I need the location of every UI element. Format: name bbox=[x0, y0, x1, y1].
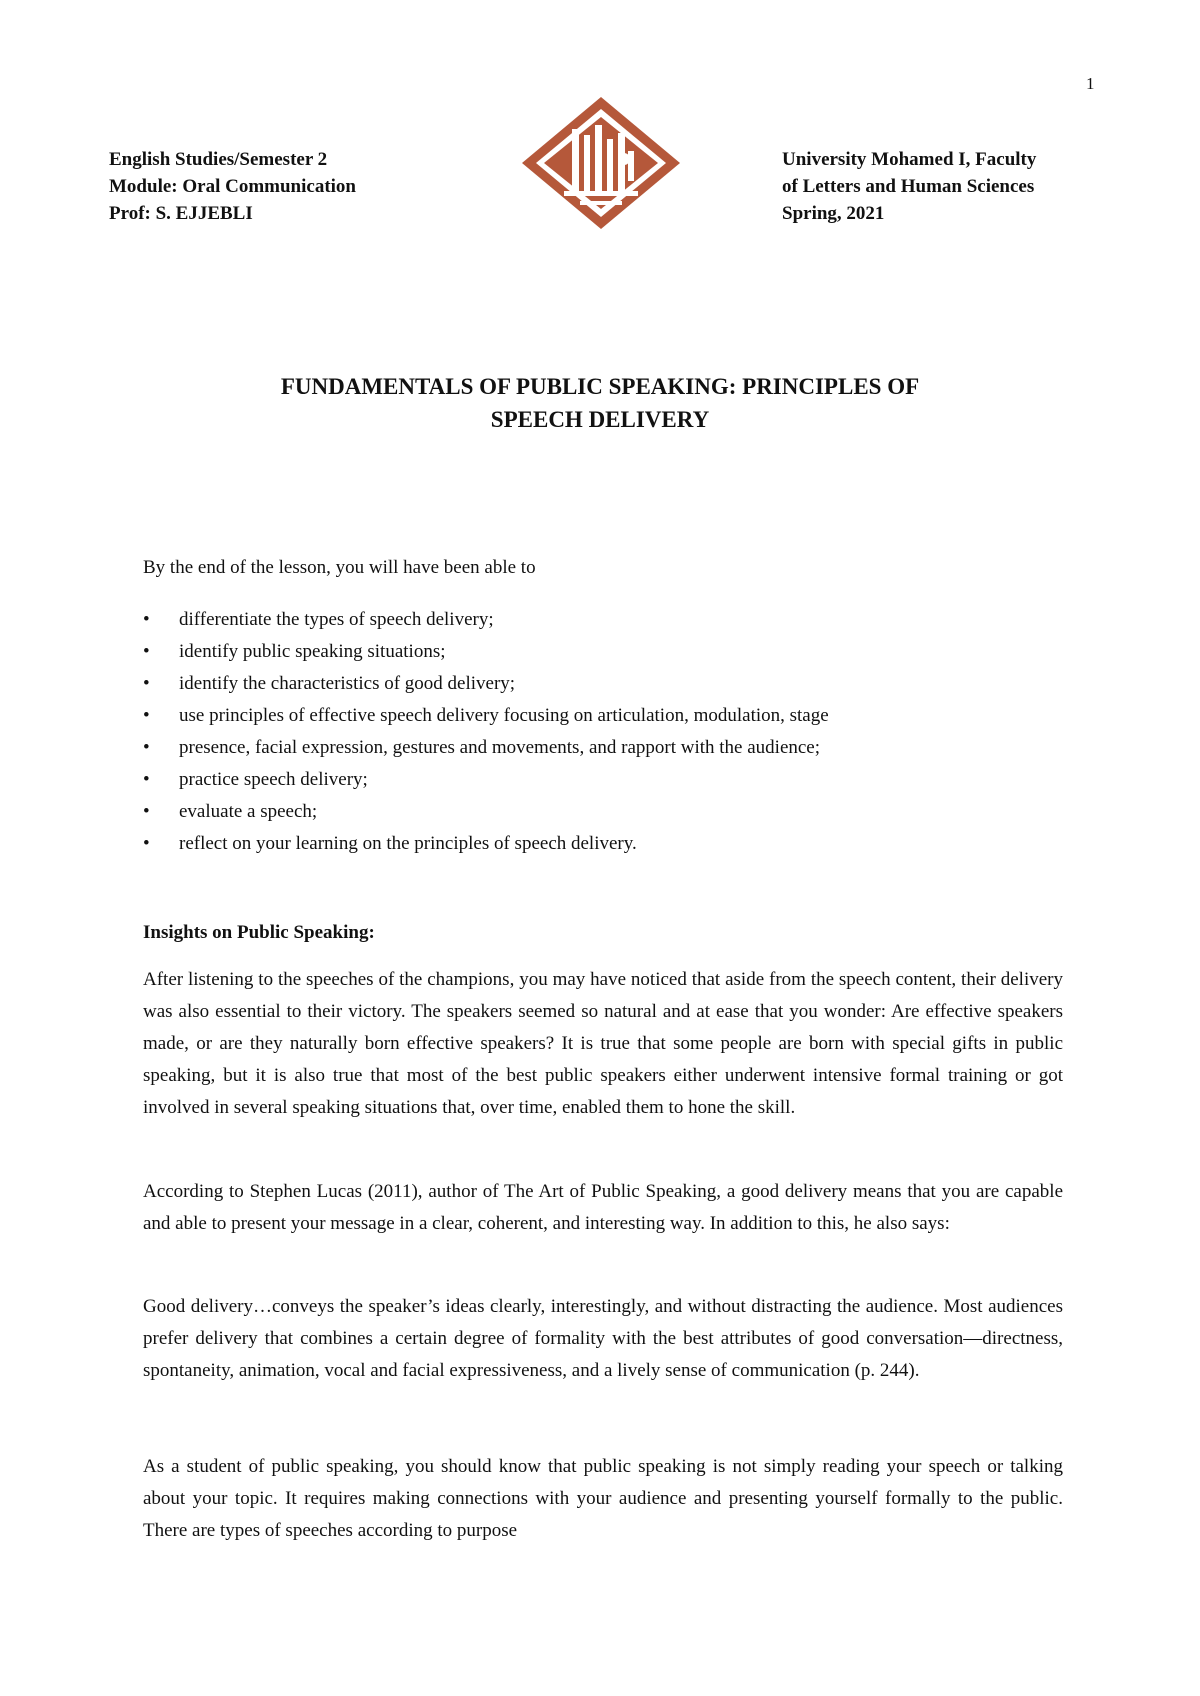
list-item bbox=[143, 796, 829, 828]
bullet-icon: • bbox=[143, 833, 150, 854]
header-right bbox=[782, 146, 1036, 227]
list-item bbox=[143, 604, 829, 636]
quotation: Good delivery…conveys the speaker’s ideas clearly, interestingly, and without distracting the audience. Most audiences prefer delivery that combines a certain degree of formality with the best attributes of good conversation—directness, spontaneity, animation, vocal and facial expressiveness, and a lively sense of communication (p. 244). bbox=[143, 1296, 1063, 1381]
list-item bbox=[143, 668, 829, 700]
objective-text: presence, facial expression, gestures and movements, and rapport with the audience; bbox=[179, 737, 821, 758]
header-faculty: of Letters and Human Sciences bbox=[782, 176, 1035, 197]
title-line-1: FUNDAMENTALS OF PUBLIC SPEAKING: PRINCIPLES OF bbox=[280, 374, 920, 399]
bullet-icon: • bbox=[143, 705, 150, 726]
objective-text: practice speech delivery; bbox=[179, 769, 368, 790]
bullet-icon: • bbox=[143, 609, 150, 630]
objectives-list bbox=[143, 604, 829, 860]
objective-text: reflect on your learning on the principles of speech delivery. bbox=[179, 833, 637, 854]
header-term: Spring, 2021 bbox=[782, 203, 885, 224]
document-title bbox=[100, 370, 1100, 436]
objective-text: evaluate a speech; bbox=[179, 801, 318, 822]
objective-text: identify public speaking situations; bbox=[179, 641, 446, 662]
bullet-icon: • bbox=[143, 641, 150, 662]
header-module: Module: Oral Communication bbox=[109, 176, 356, 197]
list-item bbox=[143, 764, 829, 796]
bullet-icon: • bbox=[143, 769, 150, 790]
header-professor: Prof: S. EJJEBLI bbox=[109, 203, 253, 224]
objectives-intro: By the end of the lesson, you will have been able to bbox=[143, 557, 536, 578]
list-item bbox=[143, 732, 829, 764]
bullet-icon: • bbox=[143, 673, 150, 694]
objective-text: identify the characteristics of good delivery; bbox=[179, 673, 516, 694]
header-left bbox=[109, 146, 356, 227]
bullet-icon: • bbox=[143, 737, 150, 758]
paragraph: After listening to the speeches of the champions, you may have noticed that aside from the speech content, their delivery was also essential to their victory. The speakers seemed so natural and at ease that you wonder: Are effective speakers made, or are they naturally born effective speakers? It is true that some people are born with special gifts in public speaking, but it is also true that most of the best public speakers either underwent intensive formal training or got involved in several speaking situations that, over time, enabled them to hone the skill. bbox=[143, 969, 1063, 1118]
section-heading: Insights on Public Speaking: bbox=[143, 922, 375, 943]
page-number: 1 bbox=[1086, 74, 1095, 93]
objective-text: use principles of effective speech delivery focusing on articulation, modulation, stage bbox=[179, 705, 829, 726]
paragraph: According to Stephen Lucas (2011), author of The Art of Public Speaking, a good delivery means that you are capable and able to present your message in a clear, coherent, and interesting way. In addition to this, he also says: bbox=[143, 1181, 1063, 1234]
list-item bbox=[143, 700, 829, 732]
title-line-2: SPEECH DELIVERY bbox=[490, 407, 710, 432]
paragraph: As a student of public speaking, you should know that public speaking is not simply reading your speech or talking about your topic. It requires making connections with your audience and presenting yourself formally to the public. There are types of speeches according to purpose bbox=[143, 1456, 1063, 1541]
list-item bbox=[143, 828, 829, 860]
university-emblem-icon bbox=[520, 95, 682, 231]
objective-text: differentiate the types of speech delivery; bbox=[179, 609, 494, 630]
header-university: University Mohamed I, Faculty bbox=[782, 149, 1037, 170]
bullet-icon: • bbox=[143, 801, 150, 822]
header-program: English Studies/Semester 2 bbox=[109, 149, 328, 170]
list-item bbox=[143, 636, 829, 668]
